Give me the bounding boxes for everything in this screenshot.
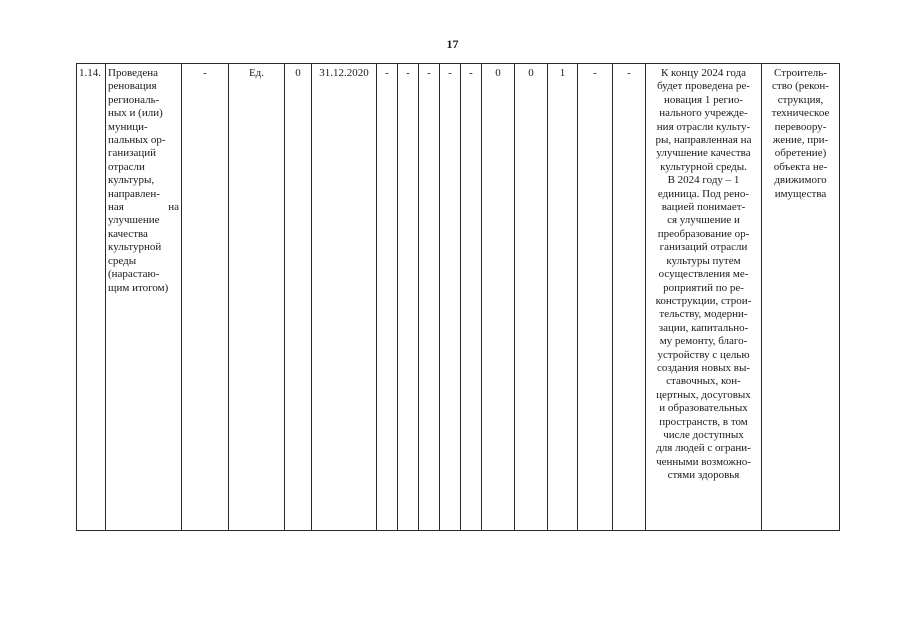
description-line: В 2024 году – 1 [667, 174, 740, 187]
description-line: нального учрежде- [659, 107, 748, 120]
description-line: вацией понимает- [661, 201, 746, 214]
description-line: тельству, модерни- [659, 308, 748, 321]
type-line: Строитель- [774, 67, 827, 79]
description-line: преобразование ор- [657, 227, 750, 240]
period-cell-2022 [398, 64, 419, 531]
period-cell-2029 [578, 64, 613, 531]
row-number: 1.14. [79, 67, 101, 79]
type-line: жение, при- [772, 134, 829, 147]
name-line: качества [108, 227, 148, 240]
period-cell-2026 [482, 64, 515, 531]
description-line: роприятий по ре- [663, 281, 744, 294]
name-line: реновация [108, 80, 157, 93]
period-cell-2027 [515, 64, 548, 531]
description-line: и образовательных [659, 402, 748, 415]
name-line: культурной [108, 241, 162, 254]
period-value: - [406, 67, 410, 79]
type-line: струкция, [777, 93, 824, 106]
period-value: - [469, 67, 473, 79]
period-cell-2025 [461, 64, 482, 531]
description-line: пространств, в том [659, 415, 748, 428]
type-line: имущества [774, 187, 827, 200]
description-line: му ремонту, благо- [659, 335, 748, 348]
period-value: - [427, 67, 431, 79]
description-line: будет проведена ре- [657, 80, 750, 93]
base-value-cell [285, 64, 312, 531]
base-value: 0 [295, 67, 301, 79]
description-line: цертных, досуговых [656, 388, 751, 401]
period-value: - [448, 67, 452, 79]
type-line: обретение) [774, 147, 827, 160]
description-line: К концу 2024 года [660, 67, 747, 79]
indicator-name-cell [106, 64, 182, 531]
description-line: ся улучшение и [667, 214, 740, 227]
name-line: региональ- [108, 93, 160, 106]
period-cell-2024 [440, 64, 461, 531]
period-value: 0 [495, 67, 501, 79]
name-line: пальных ор- [108, 134, 166, 147]
name-line: муници- [108, 120, 148, 133]
period-value: 0 [528, 67, 534, 79]
base-indicator-cell [182, 64, 229, 531]
name-line: ганизаций [108, 147, 157, 160]
description-cell [646, 64, 762, 531]
unit-cell [229, 64, 285, 531]
activity-type-cell [762, 64, 840, 531]
description-line: ния отрасли культу- [656, 120, 751, 133]
type-line: движимого [774, 174, 827, 187]
description-line: улучшение качества [656, 147, 751, 160]
description-line: ганизаций отрасли [659, 241, 748, 254]
type-line: перевоору- [774, 120, 827, 133]
type-line: техническое [771, 107, 830, 120]
row-number-cell [77, 64, 106, 531]
period-value: - [385, 67, 389, 79]
period-cell-2030 [613, 64, 646, 531]
name-line: среды [108, 254, 137, 267]
description-line: осуществления ме- [658, 268, 749, 281]
page-number: 17 [446, 37, 459, 51]
period-cell-2023 [419, 64, 440, 531]
description-line: числе доступных [663, 428, 744, 441]
name-word: на [168, 201, 179, 214]
name-line: (нарастаю- [108, 268, 160, 281]
description-line: стями здоровья [667, 469, 740, 482]
indicator-table [76, 63, 840, 531]
description-line: для людей с ограни- [656, 442, 751, 455]
description-line: ры, направленная на [655, 134, 752, 147]
period-value: - [593, 67, 597, 79]
description-line: конструкции, строи- [655, 294, 752, 307]
description-line: единица. Под рено- [657, 187, 750, 200]
period-value: - [627, 67, 631, 79]
description-line: создания новых вы- [656, 361, 751, 374]
name-line [108, 201, 179, 214]
name-line: Проведена [108, 67, 159, 79]
base-indicator-value: - [203, 67, 207, 79]
description-line: ставочных, кон- [666, 375, 741, 388]
type-line: объекта не- [773, 160, 828, 173]
base-date: 31.12.2020 [319, 67, 369, 79]
name-line: культуры, [108, 174, 155, 187]
description-line: новация 1 регио- [663, 93, 744, 106]
description-line: устройству с целью [657, 348, 750, 361]
name-line: ных и (или) [108, 107, 163, 120]
name-word: ная [108, 201, 124, 214]
name-line: направлен- [108, 187, 160, 200]
period-cell-2021 [377, 64, 398, 531]
name-line: щим итогом) [108, 281, 169, 294]
table-row [77, 64, 840, 531]
description-line: культуры путем [666, 254, 741, 267]
type-line: ство (рекон- [772, 80, 829, 93]
description-line: зации, капитально- [658, 321, 749, 334]
description-line: ченными возможно- [656, 455, 751, 468]
unit-value: Ед. [248, 67, 265, 79]
period-cell-2028 [548, 64, 578, 531]
base-date-cell [312, 64, 377, 531]
name-line: улучшение [108, 214, 160, 227]
name-line: отрасли [108, 160, 145, 173]
description-line: культурной среды. [660, 160, 747, 173]
period-value: 1 [559, 67, 566, 79]
